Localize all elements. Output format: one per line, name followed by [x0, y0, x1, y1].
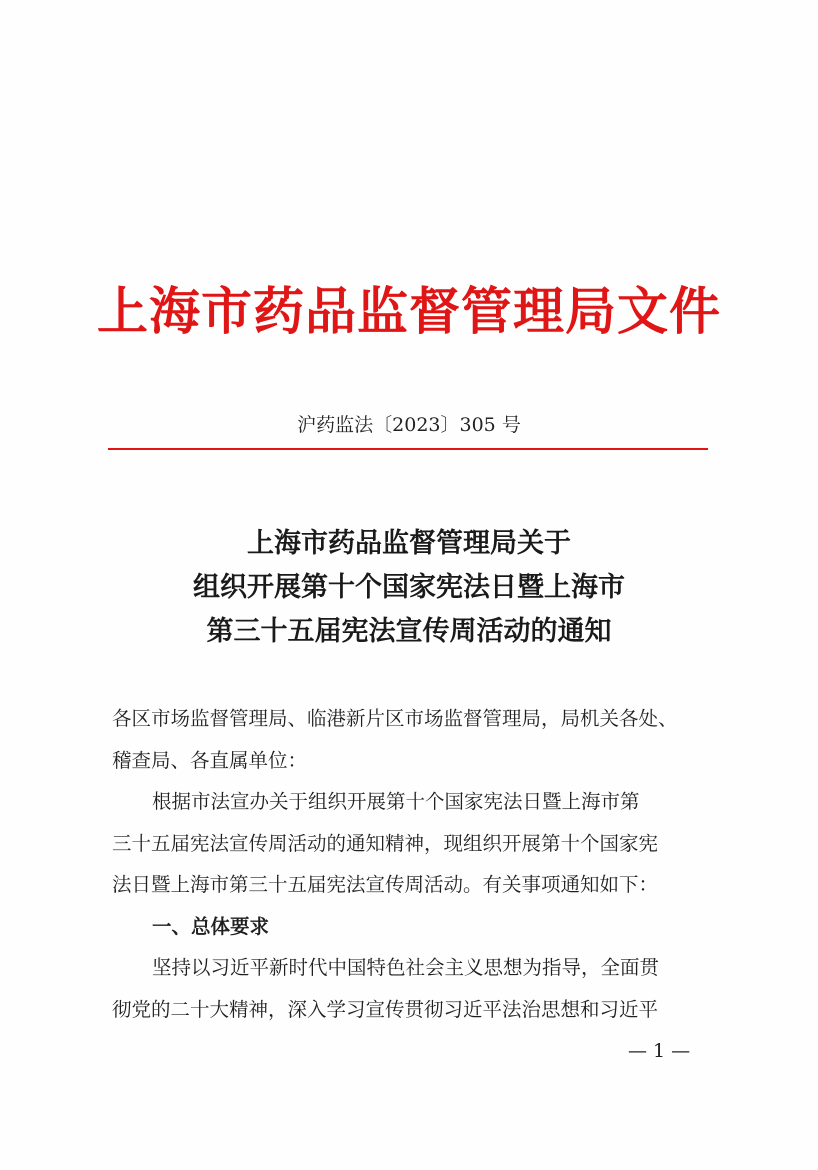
document-number: 沪药监法〔2023〕305 号	[297, 414, 521, 436]
section-paragraph-line: 彻党的二十大精神，深入学习宣传贯彻习近平法治思想和习近平	[112, 997, 659, 1021]
intro-line: 三十五届宪法宣传周活动的通知精神，现组织开展第十个国家宪	[112, 831, 659, 855]
document-subject	[0, 522, 818, 654]
issuer-title: 上海市药品监督管理局文件	[96, 282, 721, 342]
intro-line: 根据市法宣办关于组织开展第十个国家宪法日暨上海市第	[152, 790, 640, 813]
subject-line: 上海市药品监督管理局关于	[247, 528, 571, 559]
section-paragraph-line: 坚持以习近平新时代中国特色社会主义思想为指导，全面贯	[152, 956, 660, 979]
page-number: — 1 —	[628, 1040, 691, 1062]
addressee-line: 稽查局、各直属单位：	[112, 748, 308, 772]
subject-line: 第三十五届宪法宣传周活动的通知	[206, 616, 612, 647]
intro-line: 法日暨上海市第三十五届宪法宣传周活动。有关事项通知如下：	[112, 873, 659, 896]
document-body	[112, 698, 722, 1030]
subject-line: 组织开展第十个国家宪法日暨上海市	[193, 572, 625, 603]
section-heading: 一、总体要求	[152, 914, 270, 938]
addressee-line: 各区市场监督管理局、临港新片区市场监督管理局，局机关各处、	[112, 707, 678, 730]
red-divider-line	[108, 448, 708, 450]
